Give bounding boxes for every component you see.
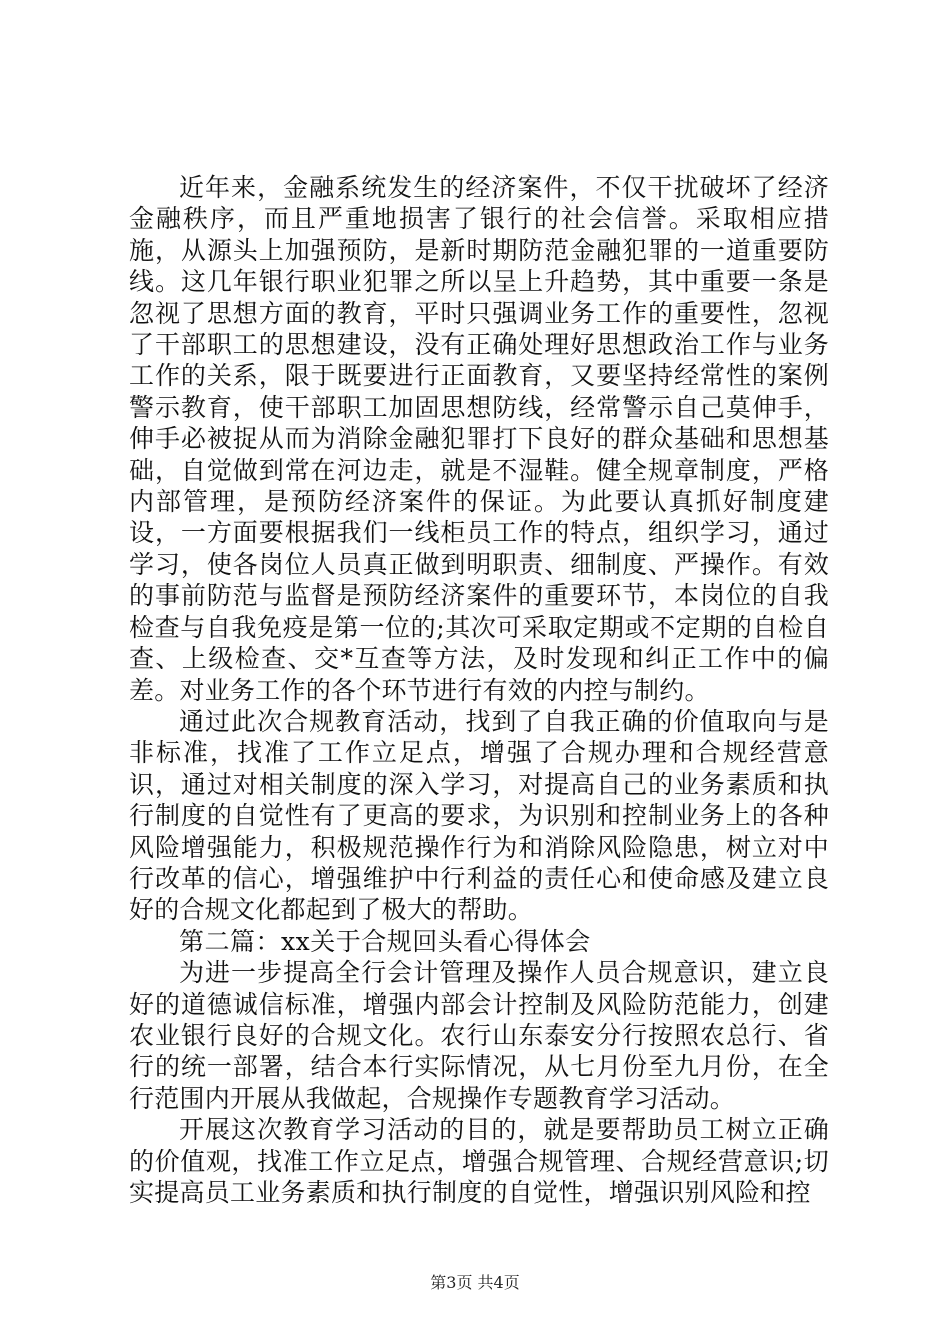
section-heading: 第二篇：xx关于合规回头看心得体会 [179, 926, 591, 956]
paragraph-3: 为进一步提高全行会计管理及操作人员合规意识，建立良好的道德诚信标准，增强内部会计控制及风险防范能力，创建农业银行良好的合规文化。农行山东泰安分行按照农总行、省行的统一部署，结合本行实际情况，从七月份至九月份，在全行范围内开展从我做起，合规操作专题教育学习活动。 [129, 958, 829, 1113]
paragraph-4: 开展这次教育学习活动的目的，就是要帮助员工树立正确的价值观，找准工作立足点，增强合规管理、合规经营意识;切实提高员工业务素质和执行制度的自觉性，增强识别风险和控 [129, 1115, 829, 1207]
paragraph-1: 近年来，金融系统发生的经济案件，不仅干扰破坏了经济金融秩序，而且严重地损害了银行的社会信誉。采取相应措施，从源头上加强预防，是新时期防范金融犯罪的一道重要防线。这几年银行职业犯罪之所以呈上升趋势，其中重要一条是忽视了思想方面的教育，平时只强调业务工作的重要性，忽视了干部职工的思想建设，没有正确处理好思想政治工作与业务工作的关系，限于既要进行正面教育，又要坚持经常性的案例警示教育，使干部职工加固思想防线，经常警示自己莫伸手，伸手必被捉从而为消除金融犯罪打下良好的群众基础和思想基础，自觉做到常在河边走，就是不湿鞋。健全规章制度，严格内部管理，是预防经济案件的保证。为此要认真抓好制度建设，一方面要根据我们一线柜员工作的特点，组织学习，通过学习，使各岗位人员真正做到明职责、细制度、严操作。有效的事前防范与监督是预防经济案件的重要环节，本岗位的自我检查与自我免疫是第一位的;其次可采取定期或不定期的自检自查、上级检查、交*互查等方法，及时发现和纠正工作中的偏差。对业务工作的各个环节进行有效的内控与制约。 [129, 173, 829, 705]
page-number: 第3页 共4页 [430, 1273, 520, 1292]
paragraph-2: 通过此次合规教育活动，找到了自我正确的价值取向与是非标准，找准了工作立足点，增强了合规办理和合规经营意识，通过对相关制度的深入学习，对提高自己的业务素质和执行制度的自觉性有了更高的要求，为识别和控制业务上的各种风险增强能力，积极规范操作行为和消除风险隐患，树立对中行改革的信心，增强维护中行利益的责任心和使命感及建立良好的合规文化都起到了极大的帮助。 [129, 706, 829, 925]
document-body [129, 172, 829, 1208]
